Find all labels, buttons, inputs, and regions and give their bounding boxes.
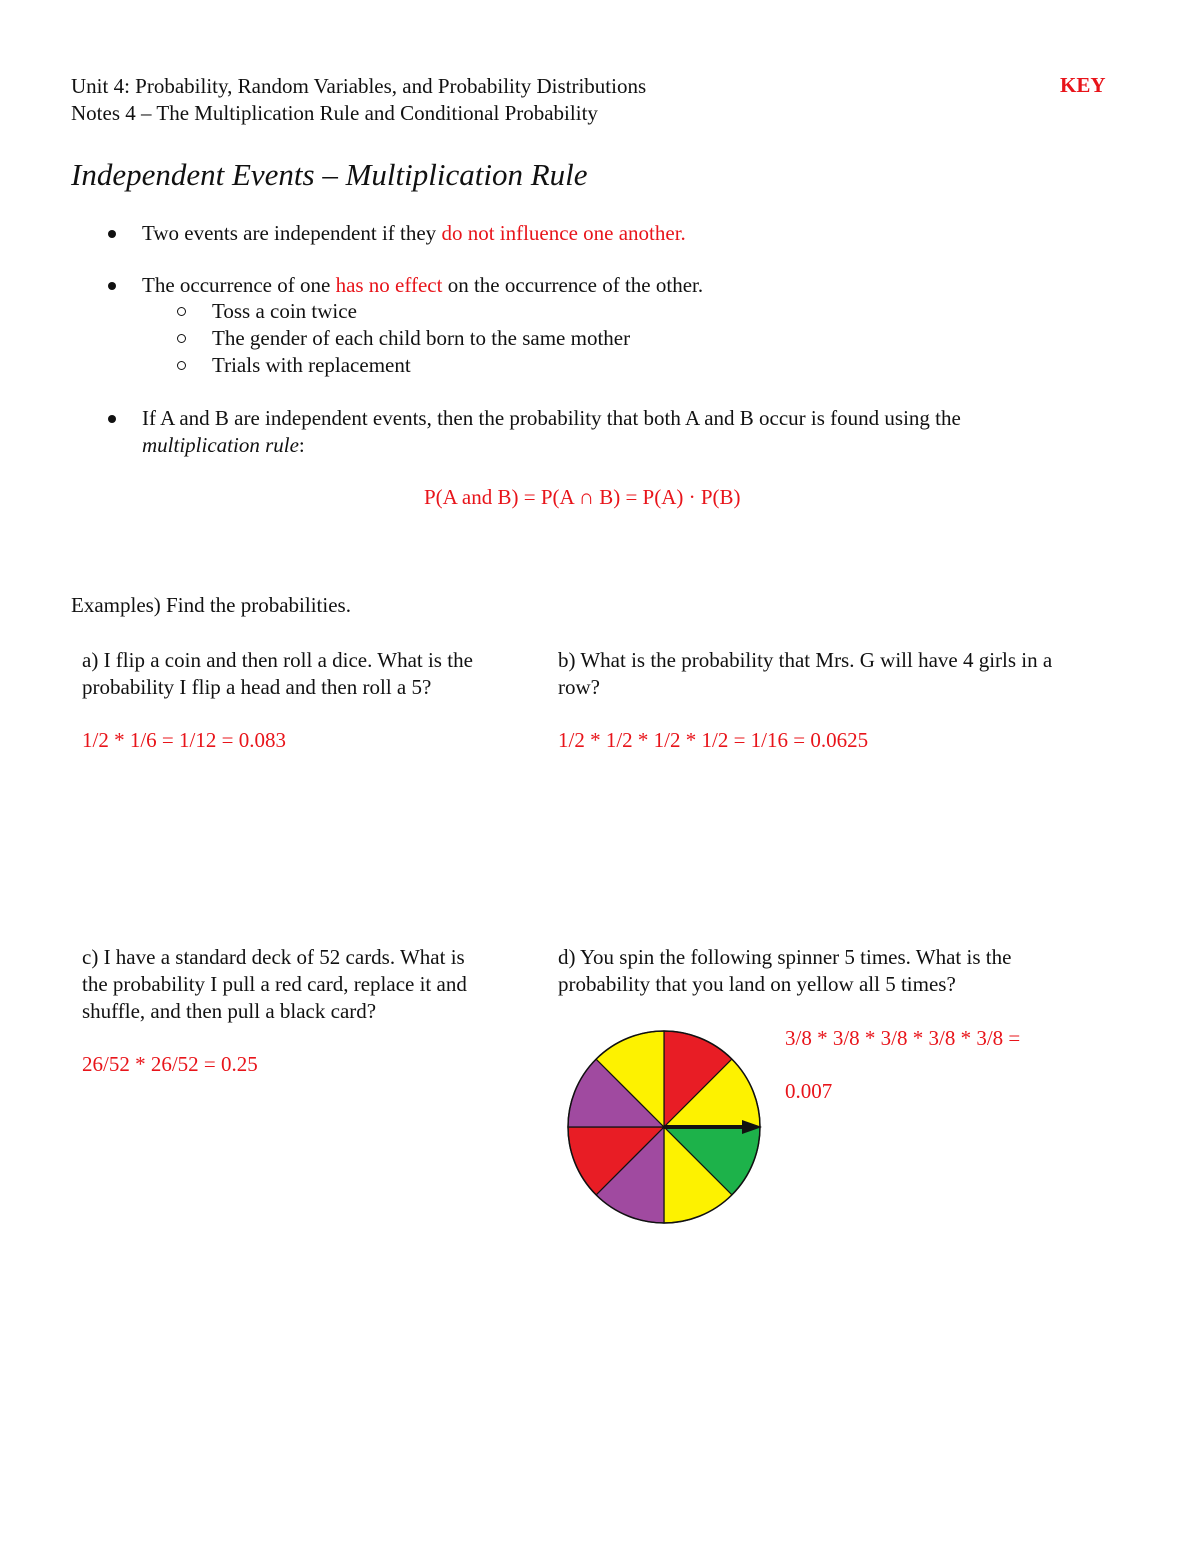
example-c-question-cont: the probability I pull a red card, replace it and bbox=[82, 972, 467, 996]
sub-bullet-item: The gender of each child born to the same mother bbox=[212, 326, 631, 350]
example-a-question-cont: probability I flip a head and then roll a 5? bbox=[82, 675, 432, 699]
example-a-answer: 1/2 * 1/6 = 1/12 = 0.083 bbox=[82, 728, 286, 752]
sub-bullet-ring bbox=[177, 307, 186, 316]
bullet-independent-definition bbox=[142, 220, 686, 247]
example-a-question: a) I flip a coin and then roll a dice. What is the bbox=[82, 648, 473, 672]
sub-bullet-ring bbox=[177, 334, 186, 343]
bullet-text: Two events are independent if they bbox=[142, 221, 442, 245]
bullet-punct: . bbox=[680, 221, 686, 245]
header-unit-line: Unit 4: Probability, Random Variables, and Probability Distributions bbox=[71, 74, 647, 98]
spinner-diagram bbox=[566, 1029, 766, 1229]
sub-bullet-ring bbox=[177, 361, 186, 370]
example-d-answer: 3/8 * 3/8 * 3/8 * 3/8 * 3/8 = bbox=[785, 1026, 1021, 1050]
multiplication-rule-term: multiplication rule bbox=[142, 433, 299, 457]
section-title: Independent Events – Multiplication Rule bbox=[71, 157, 588, 192]
bullet-multiplication-line2 bbox=[142, 432, 305, 459]
example-d-question: d) You spin the following spinner 5 times. What is the bbox=[558, 945, 1012, 969]
example-b-question-cont: row? bbox=[558, 675, 600, 699]
bullet-multiplication-line1: If A and B are independent events, then the probability that both A and B occur is found using the bbox=[142, 406, 961, 430]
example-c-question: c) I have a standard deck of 52 cards. What is bbox=[82, 945, 465, 969]
header-notes-line: Notes 4 – The Multiplication Rule and Conditional Probability bbox=[71, 101, 598, 125]
bullet-text-end: on the occurrence of the other. bbox=[442, 273, 704, 297]
key-label: KEY bbox=[1060, 73, 1106, 97]
bullet-highlight: do not influence one another bbox=[441, 221, 681, 245]
multiplication-formula: P(A and B) = P(A ∩ B) = P(A) · P(B) bbox=[424, 485, 741, 509]
bullet-dot bbox=[108, 415, 116, 423]
bullet-dot bbox=[108, 282, 116, 290]
bullet-highlight: has no effect bbox=[335, 273, 443, 297]
bullet-dot bbox=[108, 230, 116, 238]
examples-intro: Examples) Find the probabilities. bbox=[71, 593, 351, 617]
example-b-answer: 1/2 * 1/2 * 1/2 * 1/2 = 1/16 = 0.0625 bbox=[558, 728, 869, 752]
bullet-occurrence bbox=[142, 272, 703, 299]
sub-bullet-item: Trials with replacement bbox=[212, 353, 411, 377]
example-b-question: b) What is the probability that Mrs. G will have 4 girls in a bbox=[558, 648, 1053, 672]
colon: : bbox=[298, 433, 305, 457]
example-d-answer-result: 0.007 bbox=[785, 1079, 833, 1103]
example-c-answer: 26/52 * 26/52 = 0.25 bbox=[82, 1052, 258, 1076]
example-d-question-cont: probability that you land on yellow all 5 times? bbox=[558, 972, 956, 996]
sub-bullet-item: Toss a coin twice bbox=[212, 299, 357, 323]
example-c-question-cont2: shuffle, and then pull a black card? bbox=[82, 999, 377, 1023]
bullet-text: The occurrence of one bbox=[142, 273, 336, 297]
